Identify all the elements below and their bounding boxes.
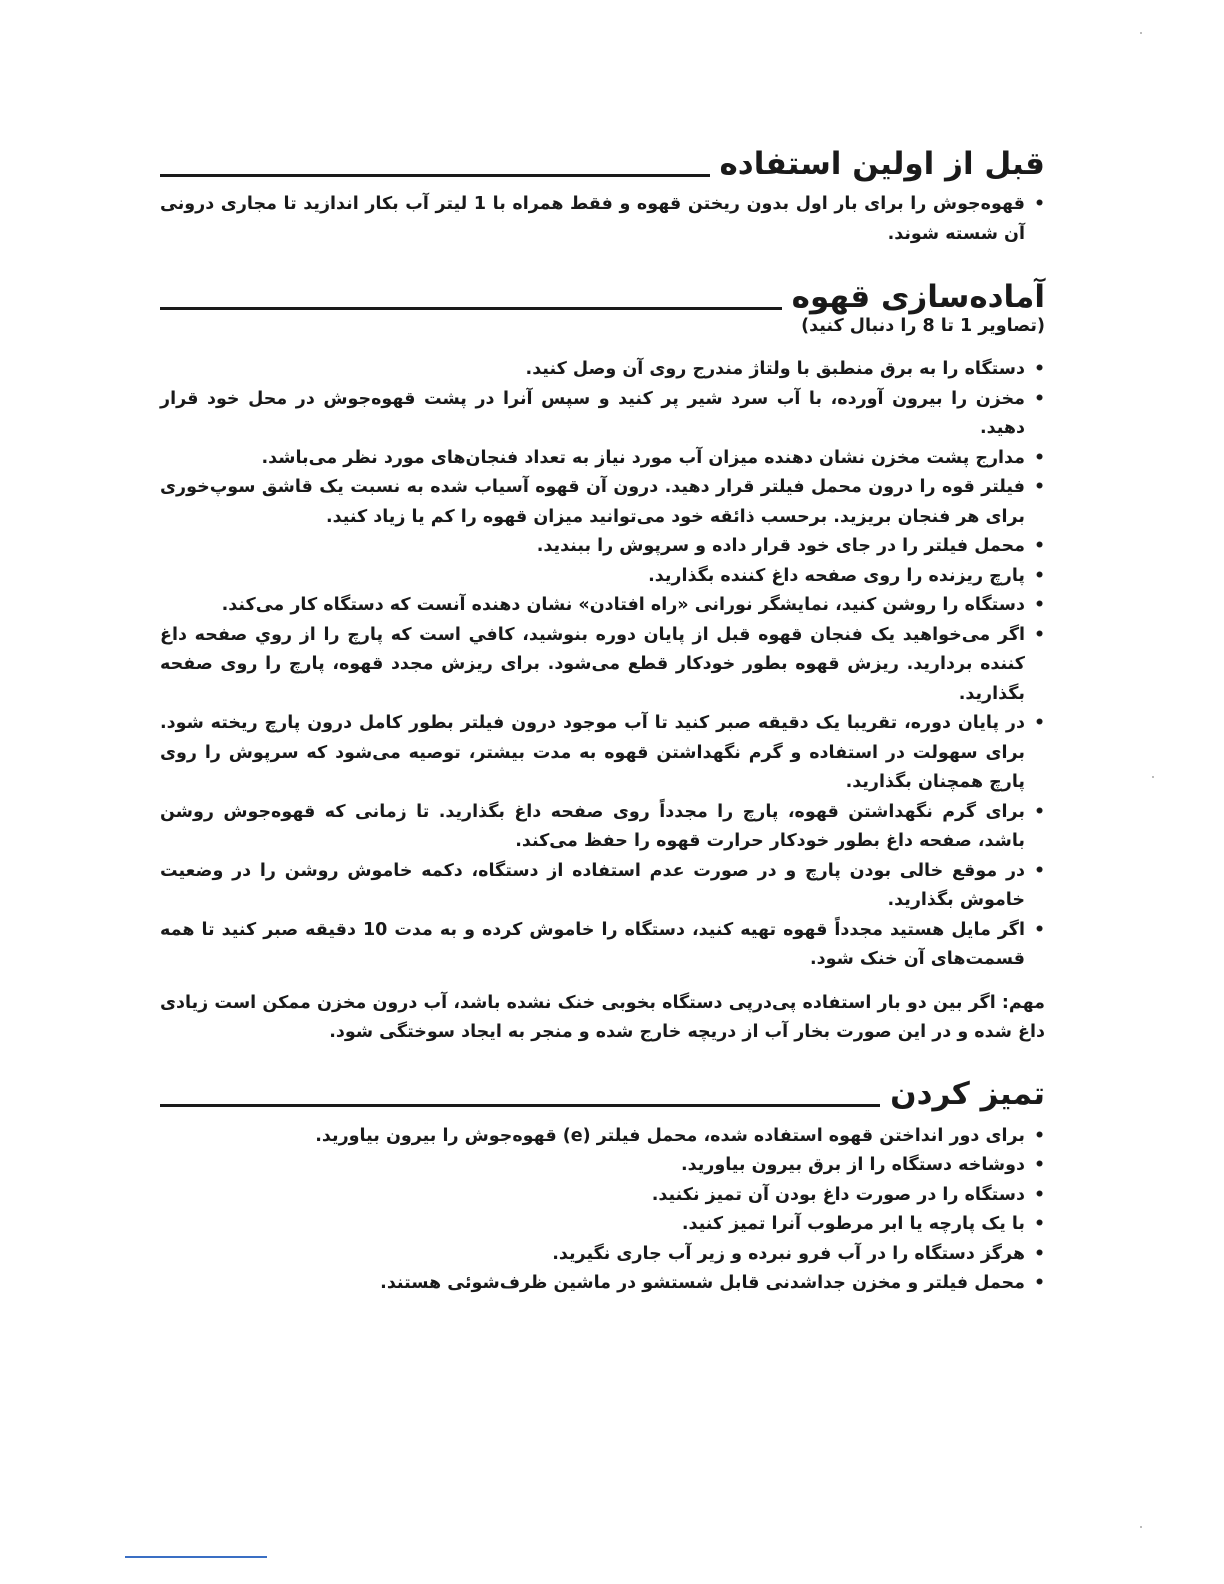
footnote-separator <box>125 1556 267 1558</box>
heading-rule <box>160 1104 880 1107</box>
section-title: قبل از اولین استفاده <box>719 146 1045 182</box>
list-item: • هرگز دستگاه را در آب فرو نبرده و زیر آب جاری نگیرید. <box>160 1240 1045 1270</box>
list-item: • اگر مایل هستید مجدداً قهوه تهیه کنید، دستگاه را خاموش کرده و به مدت 10 دقیقه صبر کنید تا همه قسمت‌های آن خنک شود. <box>160 916 1045 975</box>
section-heading-before-first-use <box>160 130 1045 180</box>
list-item: • محمل فیلتر را در جای خود قرار داده و سرپوش را ببندید. <box>160 532 1045 562</box>
heading-rule <box>160 307 782 310</box>
important-label: مهم: <box>1001 992 1045 1013</box>
list-item: • در پایان دوره، تقریبا یک دقیقه صبر کنید تا آب موجود درون فیلتر بطور کامل درون پارچ ریخته شود. برای سهولت در استفاده و گرم نگهداشتن قهوه به مدت بیشتر، توصیه می‌شود که سرپوش را روی پارچ همچنان بگذارید. <box>160 709 1045 798</box>
list-item: • محمل فیلتر و مخزن جداشدنی قابل شستشو در ماشین ظرف‌شوئی هستند. <box>160 1269 1045 1299</box>
preparation-list <box>160 355 1045 975</box>
list-item: • دستگاه را در صورت داغ بودن آن تمیز نکنید. <box>160 1181 1045 1211</box>
section-heading-cleaning <box>160 1060 1045 1110</box>
list-item: • پارچ ریزنده را روی صفحه داغ کننده بگذارید. <box>160 562 1045 592</box>
section-title: آماده‌سازی قهوه <box>791 279 1045 315</box>
list-item: • دستگاه را به برق منطبق با ولتاژ مندرج روی آن وصل کنید. <box>160 355 1045 385</box>
list-item: • مدارج پشت مخزن نشان دهنده میزان آب مورد نیاز به تعداد فنجان‌های مورد نظر می‌باشد. <box>160 444 1045 474</box>
scan-speck <box>1140 1526 1142 1528</box>
important-text: اگر بین دو بار استفاده پی‌درپی دستگاه بخوبی خنک نشده باشد، آب درون مخزن ممکن است زیادی داغ شده و در این صورت بخار آب از دریچه خارج شده و منجر به ایجاد سوختگی شود. <box>160 992 1045 1042</box>
list-item: • برای گرم نگهداشتن قهوه، پارچ را مجدداً روی صفحه داغ بگذارید. تا زمانی که قهوه‌جوش روشن باشد، صفحه داغ بطور خودکار حرارت قهوه را حفظ می‌کند. <box>160 798 1045 857</box>
list-item: • دستگاه را روشن کنید، نمایشگر نورانی «راه افتادن» نشان دهنده آنست که دستگاه کار می‌کند. <box>160 591 1045 621</box>
manual-page <box>160 120 1045 1299</box>
list-item: • فیلتر قوه را درون محمل فیلتر قرار دهید. درون آن قهوه آسیاب شده به نسبت یک قاشق سوپ‌خوری برای هر فنجان بریزید. برحسب ذائقه خود می‌توانید میزان قهوه را کم یا زیاد کنید. <box>160 473 1045 532</box>
list-item: • در موقع خالی بودن پارچ و در صورت عدم استفاده از دستگاه، دکمه خاموش روشن را در وضعیت خاموش بگذارید. <box>160 857 1045 916</box>
list-item: • مخزن را بیرون آورده، با آب سرد شیر پر کنید و سپس آنرا در پشت قهوه‌جوش در محل خود قرار دهید. <box>160 385 1045 444</box>
list-item: • اگر می‌خواهید یک فنجان قهوه قبل از پایان دوره بنوشید، کافي است که پارچ را از روي صفحه داغ کننده بردارید. ریزش قهوه بطور خودکار قطع می‌شود. برای ریزش مجدد قهوه، پارچ را روی صفحه بگذارید. <box>160 621 1045 710</box>
section-heading-preparation <box>160 263 1045 313</box>
before-first-use-list <box>160 190 1045 249</box>
scan-speck <box>1140 32 1142 34</box>
list-item: • برای دور انداختن قهوه استفاده شده، محمل فیلتر (e) قهوه‌جوش را بیرون بیاورید. <box>160 1122 1045 1152</box>
cleaning-list <box>160 1122 1045 1299</box>
section-title: تمیز کردن <box>890 1075 1045 1112</box>
important-note <box>160 989 1045 1048</box>
figure-reference: (تصاویر 1 تا 8 را دنبال کنید) <box>801 316 1045 336</box>
heading-rule <box>160 174 710 177</box>
list-item: • دوشاخه دستگاه را از برق بیرون بیاورید. <box>160 1151 1045 1181</box>
list-item: • قهوه‌جوش را برای بار اول بدون ریختن قهوه و فقط همراه با 1 لیتر آب بکار اندازید تا مجاری درونی آن شسته شوند. <box>160 190 1045 249</box>
scan-speck <box>1152 776 1154 778</box>
list-item: • با یک پارچه یا ابر مرطوب آنرا تمیز کنید. <box>160 1210 1045 1240</box>
